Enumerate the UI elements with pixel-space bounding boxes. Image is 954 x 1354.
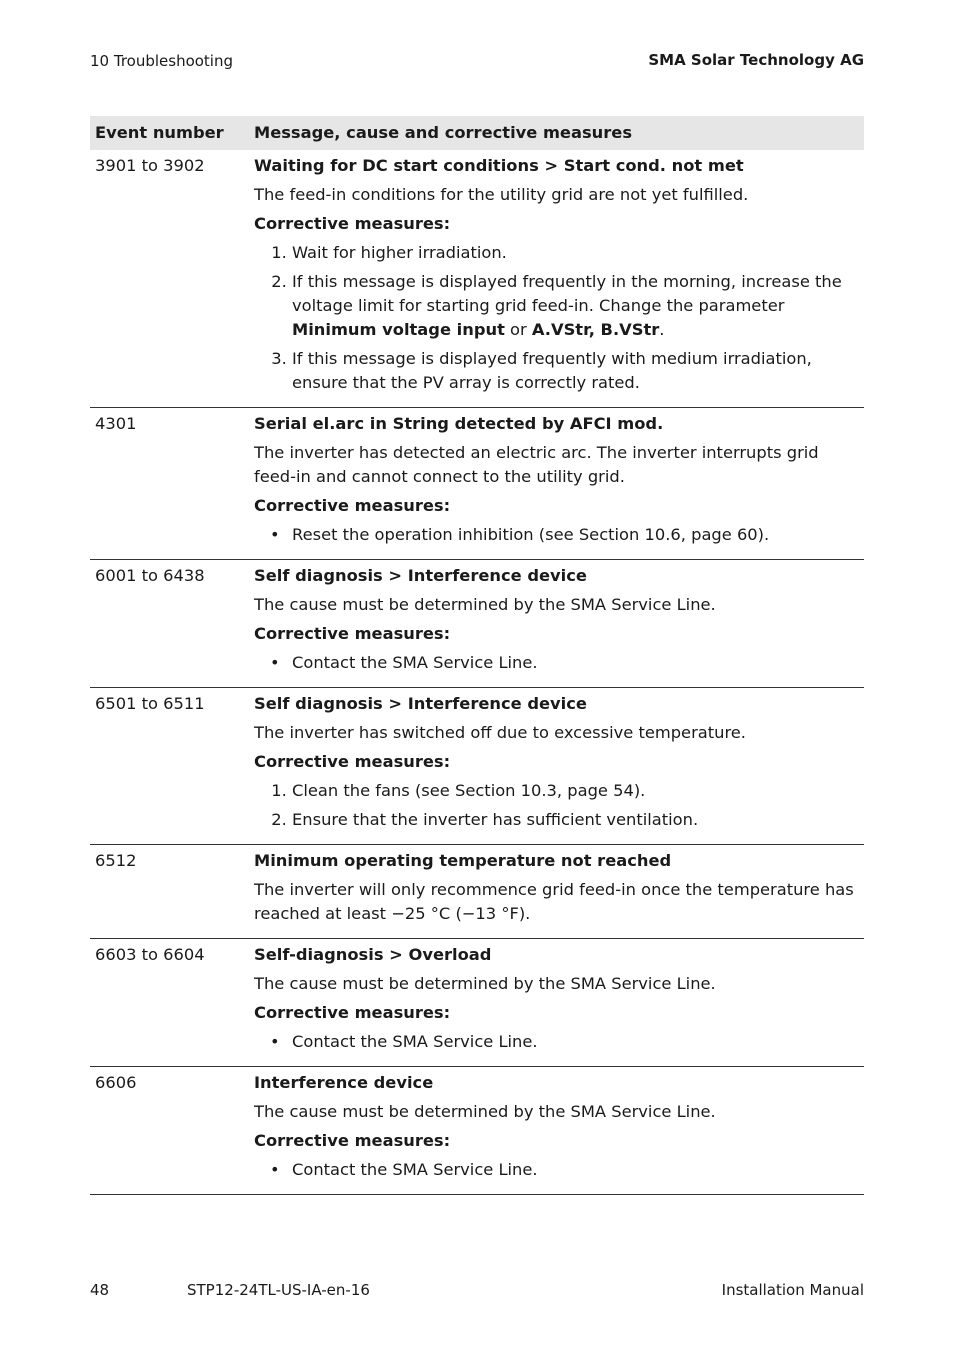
step-text: If this message is displayed frequently in the morning, increase the voltage limit for starting grid feed-in. Change the parameter: [292, 272, 842, 315]
event-details: [249, 150, 864, 408]
event-message: Self-diagnosis > Overload: [254, 945, 492, 964]
event-cause: The cause must be determined by the SMA Service Line.: [254, 595, 716, 614]
bullet-item: • Contact the SMA Service Line.: [292, 1158, 859, 1182]
table-row: [90, 560, 864, 688]
step-item: 1. Clean the fans (see Section 10.3, page 54).: [292, 779, 859, 803]
param-name: Minimum voltage input: [292, 320, 505, 339]
steps-list: [254, 241, 859, 395]
table-row: [90, 408, 864, 560]
corrective-label: Corrective measures:: [254, 214, 451, 233]
event-cause: The inverter has detected an electric arc. The inverter interrupts grid feed-in and cannot connect to the utility grid.: [254, 443, 819, 486]
event-message: Self diagnosis > Interference device: [254, 694, 587, 713]
event-message: Minimum operating temperature not reached: [254, 851, 672, 870]
table-row: [90, 845, 864, 939]
event-cause: The feed-in conditions for the utility grid are not yet fulfilled.: [254, 185, 749, 204]
event-number: 3901 to 3902: [90, 150, 249, 408]
event-cause: The inverter has switched off due to excessive temperature.: [254, 723, 746, 742]
event-message: Interference device: [254, 1073, 434, 1092]
event-details: [249, 939, 864, 1067]
step-text: .: [659, 320, 665, 339]
event-message: Waiting for DC start conditions > Start cond. not met: [254, 156, 744, 175]
event-message: Self diagnosis > Interference device: [254, 566, 587, 585]
bullet-item: • Contact the SMA Service Line.: [292, 651, 859, 675]
corrective-label: Corrective measures:: [254, 496, 451, 515]
event-details: [249, 1067, 864, 1195]
steps-list: [254, 779, 859, 832]
event-details: [249, 688, 864, 845]
step-item: 1. Wait for higher irradiation.: [292, 241, 859, 265]
table-row: [90, 150, 864, 408]
bullet-list: [254, 523, 859, 547]
event-number: 6603 to 6604: [90, 939, 249, 1067]
table-row: [90, 939, 864, 1067]
table-header-row: [90, 116, 864, 150]
footer-doc-id: STP12-24TL-US-IA-en-16: [187, 1281, 370, 1299]
corrective-label: Corrective measures:: [254, 1131, 451, 1150]
bullet-list: [254, 651, 859, 675]
event-number: 4301: [90, 408, 249, 560]
event-details: [249, 560, 864, 688]
bullet-item: • Reset the operation inhibition (see Section 10.6, page 60).: [292, 523, 859, 547]
event-number: 6512: [90, 845, 249, 939]
event-number: 6501 to 6511: [90, 688, 249, 845]
table-row: [90, 688, 864, 845]
event-table: [90, 116, 864, 1195]
bullet-list: [254, 1030, 859, 1054]
corrective-label: Corrective measures:: [254, 752, 451, 771]
step-item: 2. Ensure that the inverter has sufficient ventilation.: [292, 808, 859, 832]
bullet-item: • Contact the SMA Service Line.: [292, 1030, 859, 1054]
param-name: A.VStr, B.VStr: [531, 320, 660, 339]
step-text: or: [504, 320, 532, 339]
step-item: [292, 270, 859, 342]
corrective-label: Corrective measures:: [254, 624, 451, 643]
step-item: 3. If this message is displayed frequently with medium irradiation, ensure that the PV array is correctly rated.: [292, 347, 859, 395]
corrective-label: Corrective measures:: [254, 1003, 451, 1022]
footer-title: Installation Manual: [721, 1281, 864, 1299]
col-header-event: Event number: [90, 116, 249, 150]
table-row: [90, 1067, 864, 1195]
event-number: 6001 to 6438: [90, 560, 249, 688]
event-number: 6606: [90, 1067, 249, 1195]
bullet-list: [254, 1158, 859, 1182]
header-section: 10 Troubleshooting: [90, 52, 234, 70]
col-header-message: Message, cause and corrective measures: [249, 116, 864, 150]
event-details: [249, 408, 864, 560]
header-company: SMA Solar Technology AG: [648, 51, 864, 69]
event-details: [249, 845, 864, 939]
event-cause: The cause must be determined by the SMA Service Line.: [254, 974, 716, 993]
event-message: Serial el.arc in String detected by AFCI mod.: [254, 414, 664, 433]
footer-page-number: 48: [90, 1281, 110, 1299]
event-cause: The inverter will only recommence grid feed-in once the temperature has reached at least −25 °C (−13 °F).: [254, 880, 854, 923]
event-cause: The cause must be determined by the SMA Service Line.: [254, 1102, 716, 1121]
